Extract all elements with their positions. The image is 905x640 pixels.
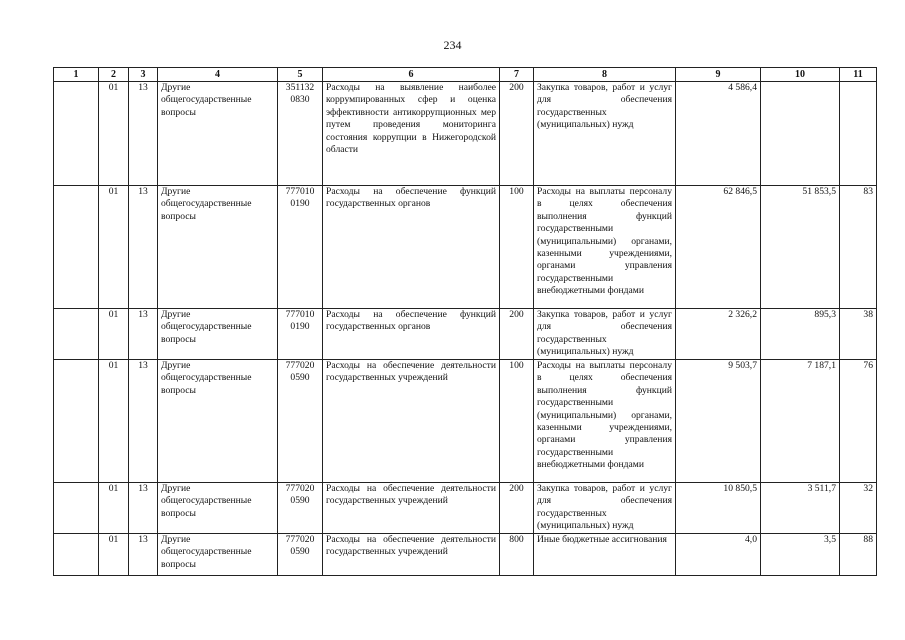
subsection-code: 13 <box>129 483 158 534</box>
column-header: 1 <box>54 68 99 82</box>
amount-planned: 4,0 <box>676 534 761 576</box>
section-code: 01 <box>99 534 129 576</box>
table-cell <box>54 82 99 186</box>
expense-type-code: 100 <box>500 186 534 309</box>
section-name: Другие общегосударственные вопросы <box>158 534 278 576</box>
expense-description: Расходы на обеспечение деятельности государственных учреждений <box>323 483 500 534</box>
column-header: 4 <box>158 68 278 82</box>
subsection-code: 13 <box>129 186 158 309</box>
page-number: 234 <box>443 38 462 52</box>
target-article-code: 777020 0590 <box>278 534 323 576</box>
header-row <box>54 68 877 82</box>
target-article-code: 777010 0190 <box>278 186 323 309</box>
table-cell <box>54 309 99 360</box>
column-header: 10 <box>761 68 840 82</box>
section-name: Другие общегосударственные вопросы <box>158 82 278 186</box>
table-row <box>54 309 877 360</box>
expense-type-code: 200 <box>500 483 534 534</box>
table-cell <box>54 186 99 309</box>
amount-executed: 51 853,5 <box>761 186 840 309</box>
expense-description: Расходы на выявление наиболее коррумпированных сфер и оценка эффективности антикоррупционных мер путем проведения мониторинга состояния коррупции в Нижегородской области <box>323 82 500 186</box>
table-cell <box>54 360 99 483</box>
expense-type-name: Иные бюджетные ассигнования <box>534 534 676 576</box>
subsection-code: 13 <box>129 82 158 186</box>
section-code: 01 <box>99 186 129 309</box>
amount-planned: 62 846,5 <box>676 186 761 309</box>
budget-table <box>53 67 877 576</box>
column-header: 3 <box>129 68 158 82</box>
target-article-code: 777020 0590 <box>278 483 323 534</box>
column-header: 9 <box>676 68 761 82</box>
expense-type-name: Закупка товаров, работ и услуг для обеспечения государственных (муниципальных) нужд <box>534 82 676 186</box>
expense-type-code: 100 <box>500 360 534 483</box>
expense-type-code: 800 <box>500 534 534 576</box>
expense-description: Расходы на обеспечение деятельности государственных учреждений <box>323 534 500 576</box>
target-article-code: 777010 0190 <box>278 309 323 360</box>
table-row <box>54 483 877 534</box>
table-row <box>54 186 877 309</box>
subsection-code: 13 <box>129 360 158 483</box>
amount-executed: 895,3 <box>761 309 840 360</box>
execution-percent: 38 <box>840 309 877 360</box>
column-header: 7 <box>500 68 534 82</box>
table-row <box>54 360 877 483</box>
subsection-code: 13 <box>129 309 158 360</box>
section-code: 01 <box>99 82 129 186</box>
table-cell <box>54 534 99 576</box>
section-name: Другие общегосударственные вопросы <box>158 360 278 483</box>
expense-type-name: Закупка товаров, работ и услуг для обеспечения государственных (муниципальных) нужд <box>534 309 676 360</box>
section-code: 01 <box>99 483 129 534</box>
column-header: 2 <box>99 68 129 82</box>
section-code: 01 <box>99 309 129 360</box>
section-name: Другие общегосударственные вопросы <box>158 309 278 360</box>
amount-executed <box>761 82 840 186</box>
column-header: 5 <box>278 68 323 82</box>
expense-type-name: Расходы на выплаты персоналу в целях обеспечения выполнения функций государственными (муниципальными) органами, казенными учреждениями, органами управления государственными внебюджетными фондами <box>534 186 676 309</box>
column-header: 11 <box>840 68 877 82</box>
execution-percent: 88 <box>840 534 877 576</box>
table-cell <box>54 483 99 534</box>
section-name: Другие общегосударственные вопросы <box>158 483 278 534</box>
execution-percent <box>840 82 877 186</box>
expense-type-code: 200 <box>500 309 534 360</box>
table-row <box>54 534 877 576</box>
amount-executed: 3,5 <box>761 534 840 576</box>
expense-type-name: Закупка товаров, работ и услуг для обеспечения государственных (муниципальных) нужд <box>534 483 676 534</box>
expense-description: Расходы на обеспечение деятельности государственных учреждений <box>323 360 500 483</box>
amount-planned: 10 850,5 <box>676 483 761 534</box>
table-row <box>54 82 877 186</box>
execution-percent: 32 <box>840 483 877 534</box>
column-header: 8 <box>534 68 676 82</box>
target-article-code: 777020 0590 <box>278 360 323 483</box>
target-article-code: 351132 0830 <box>278 82 323 186</box>
execution-percent: 83 <box>840 186 877 309</box>
expense-description: Расходы на обеспечение функций государственных органов <box>323 309 500 360</box>
expense-type-code: 200 <box>500 82 534 186</box>
amount-planned: 9 503,7 <box>676 360 761 483</box>
amount-executed: 7 187,1 <box>761 360 840 483</box>
amount-executed: 3 511,7 <box>761 483 840 534</box>
section-name: Другие общегосударственные вопросы <box>158 186 278 309</box>
amount-planned: 2 326,2 <box>676 309 761 360</box>
section-code: 01 <box>99 360 129 483</box>
execution-percent: 76 <box>840 360 877 483</box>
expense-type-name: Расходы на выплаты персоналу в целях обеспечения выполнения функций государственными (муниципальными) органами, казенными учреждениями, органами управления государственными внебюджетными фондами <box>534 360 676 483</box>
expense-description: Расходы на обеспечение функций государственных органов <box>323 186 500 309</box>
column-header: 6 <box>323 68 500 82</box>
amount-planned: 4 586,4 <box>676 82 761 186</box>
subsection-code: 13 <box>129 534 158 576</box>
